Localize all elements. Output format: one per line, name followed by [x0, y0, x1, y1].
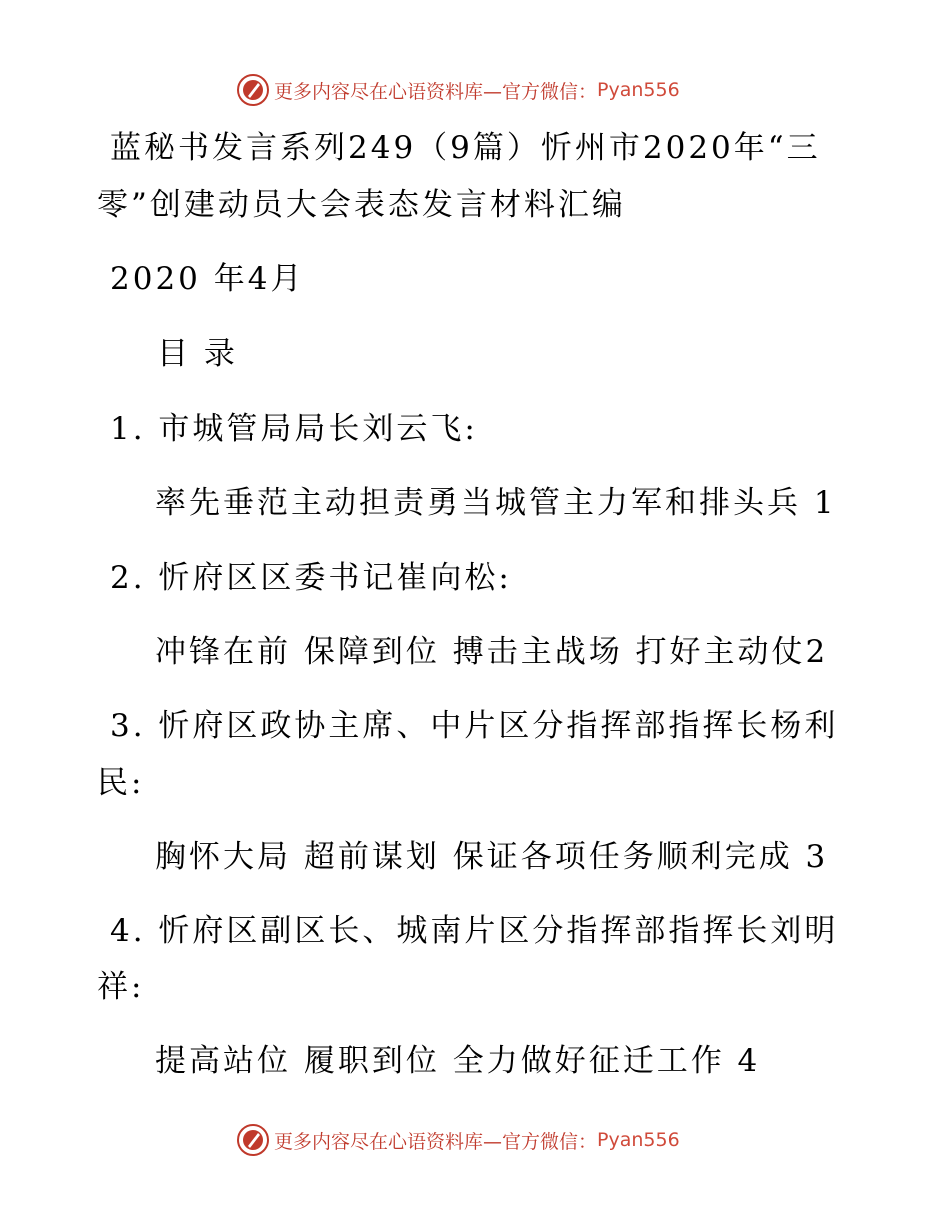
toc-title-2: 冲锋在前 保障到位 搏击主战场 打好主动仗2: [155, 634, 829, 670]
watermark-footer: [236, 1123, 680, 1157]
toc-speaker-2: 2. 忻府区区委书记崔向松:: [110, 560, 512, 596]
toc-speaker-4: 4. 忻府区副区长、城南片区分指挥部指挥长刘明: [110, 913, 839, 949]
pen-logo-icon: [236, 73, 270, 107]
document-date: 2020 年4月: [110, 261, 305, 297]
toc-speaker-4-cont: 祥:: [97, 969, 145, 1005]
watermark-wechat-id: Pyan556: [597, 79, 680, 101]
watermark-text: 更多内容尽在心语资料库—官方微信：: [274, 80, 598, 103]
toc-heading: 目 录: [157, 336, 238, 372]
toc-title-1: 率先垂范主动担责勇当城管主力军和排头兵 1: [155, 485, 837, 521]
watermark-header: [236, 73, 680, 107]
watermark-wechat-id: Pyan556: [597, 1129, 680, 1151]
watermark-text: 更多内容尽在心语资料库—官方微信：: [274, 1130, 598, 1153]
document-title-line-2: 零”创建动员大会表态发言材料汇编: [97, 187, 626, 223]
toc-speaker-3: 3. 忻府区政协主席、中片区分指挥部指挥长杨利: [110, 708, 839, 744]
document-title-line-1: 蓝秘书发言系列249（9篇）忻州市2020年“三: [110, 130, 821, 166]
toc-speaker-3-cont: 民:: [97, 765, 145, 801]
pen-logo-icon: [236, 1123, 270, 1157]
toc-title-4: 提高站位 履职到位 全力做好征迁工作 4: [155, 1043, 761, 1079]
toc-speaker-1: 1. 市城管局局长刘云飞:: [110, 411, 478, 447]
toc-title-3: 胸怀大局 超前谋划 保证各项任务顺利完成 3: [155, 839, 829, 875]
